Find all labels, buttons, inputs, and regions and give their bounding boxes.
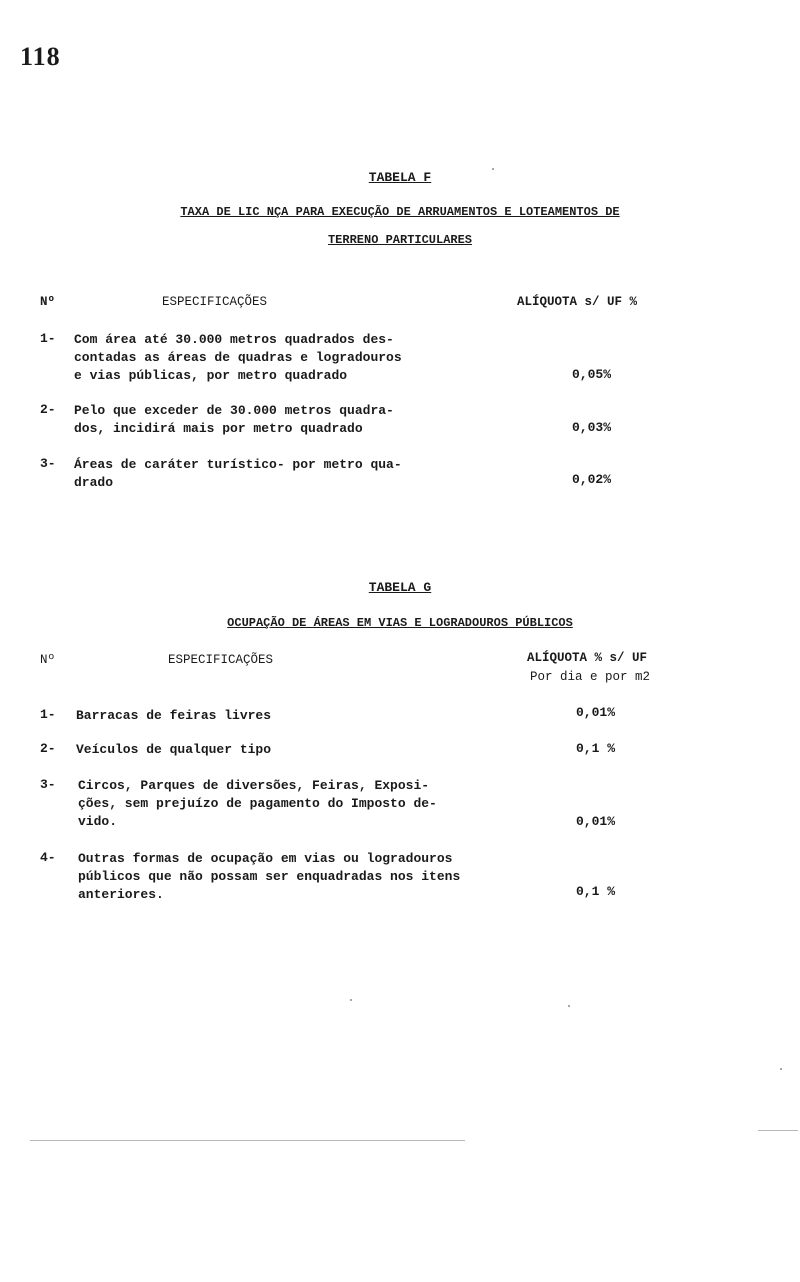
row-number: 2-	[40, 741, 56, 756]
row-description: Áreas de caráter turístico- por metro qua- drado	[74, 457, 402, 490]
table-row	[40, 741, 740, 763]
row-description: Outras formas de ocupação em vias ou logradouros públicos que não possam ser enquadradas nos itens anteriores.	[78, 851, 461, 902]
table-row	[40, 331, 740, 391]
table-g-title: TABELA G	[368, 580, 432, 595]
table-g-subtitle: OCUPAÇÃO DE ÁREAS EM VIAS E LOGRADOUROS PÚBLICOS	[227, 616, 573, 630]
table-f-subtitle-line2: TERRENO PARTICULARES	[327, 233, 473, 247]
row-rate: 0,03%	[572, 420, 612, 435]
table-row	[40, 777, 740, 837]
table-g-header-num: Nº	[40, 653, 56, 667]
scan-artifact-dot	[492, 168, 494, 170]
row-description: Barracas de feiras livres	[76, 708, 272, 723]
table-f-header-num: Nº	[40, 295, 56, 309]
table-row	[40, 707, 740, 729]
table-row	[40, 456, 740, 496]
row-description: Veículos de qualquer tipo	[76, 742, 272, 757]
table-g-header-rate-line1: ALÍQUOTA % s/ UF	[527, 651, 648, 665]
scan-artifact-dot	[780, 1068, 782, 1070]
row-rate: 0,01%	[576, 705, 616, 720]
table-row	[40, 850, 740, 910]
row-rate: 0,01%	[576, 814, 616, 829]
row-number: 1-	[40, 331, 56, 346]
row-description: Circos, Parques de diversões, Feiras, Exposi- ções, sem prejuízo de pagamento do Imposto de- vido.	[78, 778, 437, 829]
row-rate: 0,1 %	[576, 884, 616, 899]
row-description: Com área até 30.000 metros quadrados des- contadas as áreas de quadras e logradouros e vias públicas, por metro quadrado	[74, 332, 402, 383]
row-number: 4-	[40, 850, 56, 865]
table-g-header-spec: ESPECIFICAÇÕES	[168, 653, 274, 667]
scan-artifact-dot	[568, 1005, 570, 1007]
table-f-header-rate: ALÍQUOTA s/ UF %	[517, 295, 638, 309]
row-number: 1-	[40, 707, 56, 722]
row-number: 3-	[40, 456, 56, 471]
row-description: Pelo que exceder de 30.000 metros quadra- dos, incidirá mais por metro quadrado	[74, 403, 394, 436]
row-number: 3-	[40, 777, 56, 792]
scan-artifact-line	[30, 1140, 465, 1141]
scan-artifact-dot	[350, 999, 352, 1001]
table-row	[40, 402, 740, 442]
page-number: 118	[20, 42, 61, 71]
row-rate: 0,02%	[572, 472, 612, 487]
row-number: 2-	[40, 402, 56, 417]
row-rate: 0,1 %	[576, 741, 616, 756]
scan-artifact-line	[758, 1130, 798, 1131]
row-rate: 0,05%	[572, 367, 612, 382]
table-f-subtitle-line1: TAXA DE LIC NÇA PARA EXECUÇÃO DE ARRUAMENTOS E LOTEAMENTOS DE	[180, 205, 620, 219]
table-g-header-rate-line2: Por dia e por m2	[530, 670, 651, 684]
table-f-header-spec: ESPECIFICAÇÕES	[162, 295, 268, 309]
table-f-title: TABELA F	[368, 170, 432, 185]
